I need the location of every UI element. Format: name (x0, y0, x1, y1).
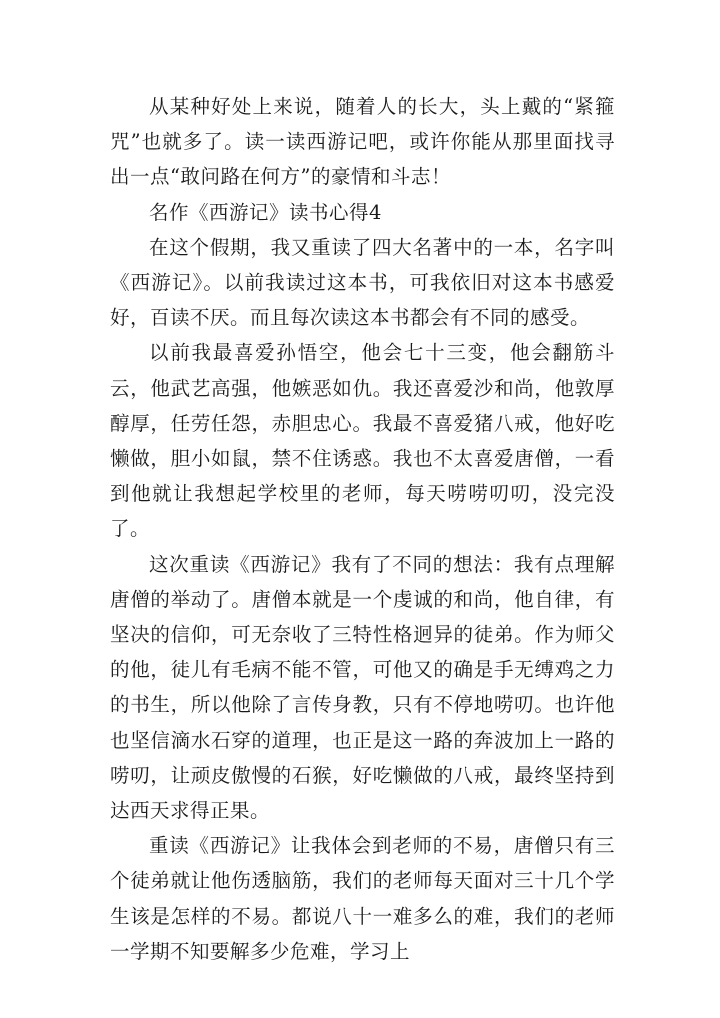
paragraph-1: 在这个假期，我又重读了四大名著中的一本，名字叫《西游记》。以前我读过这本书，可我依旧对这本书感爱好，百读不厌。而且每次读这本书都会有不同的感受。 (110, 235, 615, 330)
section-title: 名作《西游记》读书心得4 (149, 200, 382, 224)
paragraph-2: 以前我最喜爱孙悟空，他会七十三变，他会翻筋斗云，他武艺高强，他嫉恶如仇。我还喜爱沙和尚，他敦厚醇厚，任劳任怨，赤胆忠心。我最不喜爱猪八戒，他好吃懒做，胆小如鼠，禁不住诱惑。我也不太喜爱唐僧，一看到他就让我想起学校里的老师，每天唠唠叨叨，没完没了。 (110, 341, 615, 541)
paragraph-3: 这次重读《西游记》我有了不同的想法：我有点理解唐僧的举动了。唐僧本就是一个虔诚的和尚，他自律，有坚决的信仰，可无奈收了三特性格迥异的徒弟。作为师父的他，徒儿有毛病不能不管，可他又的确是手无缚鸡之力的书生，所以他除了言传身教，只有不停地唠叨。也许他也坚信滴水石穿的道理，也正是这一路的奔波加上一路的唠叨，让顽皮傲慢的石猴，好吃懒做的八戒，最终坚持到达西天求得正果。 (110, 552, 615, 823)
intro-paragraph: 从某种好处上来说，随着人的长大，头上戴的“紧箍咒”也就多了。读一读西游记吧，或许你能从那里面找寻出一点“敢问路在何方”的豪情和斗志！ (110, 95, 615, 189)
document-body (110, 89, 615, 969)
paragraph-4: 重读《西游记》让我体会到老师的不易，唐僧只有三个徒弟就让他伤透脑筋，我们的老师每天面对三十几个学生该是怎样的不易。都说八十一难多么的难，我们的老师一学期不知要解多少危难，学习上 (110, 834, 615, 963)
